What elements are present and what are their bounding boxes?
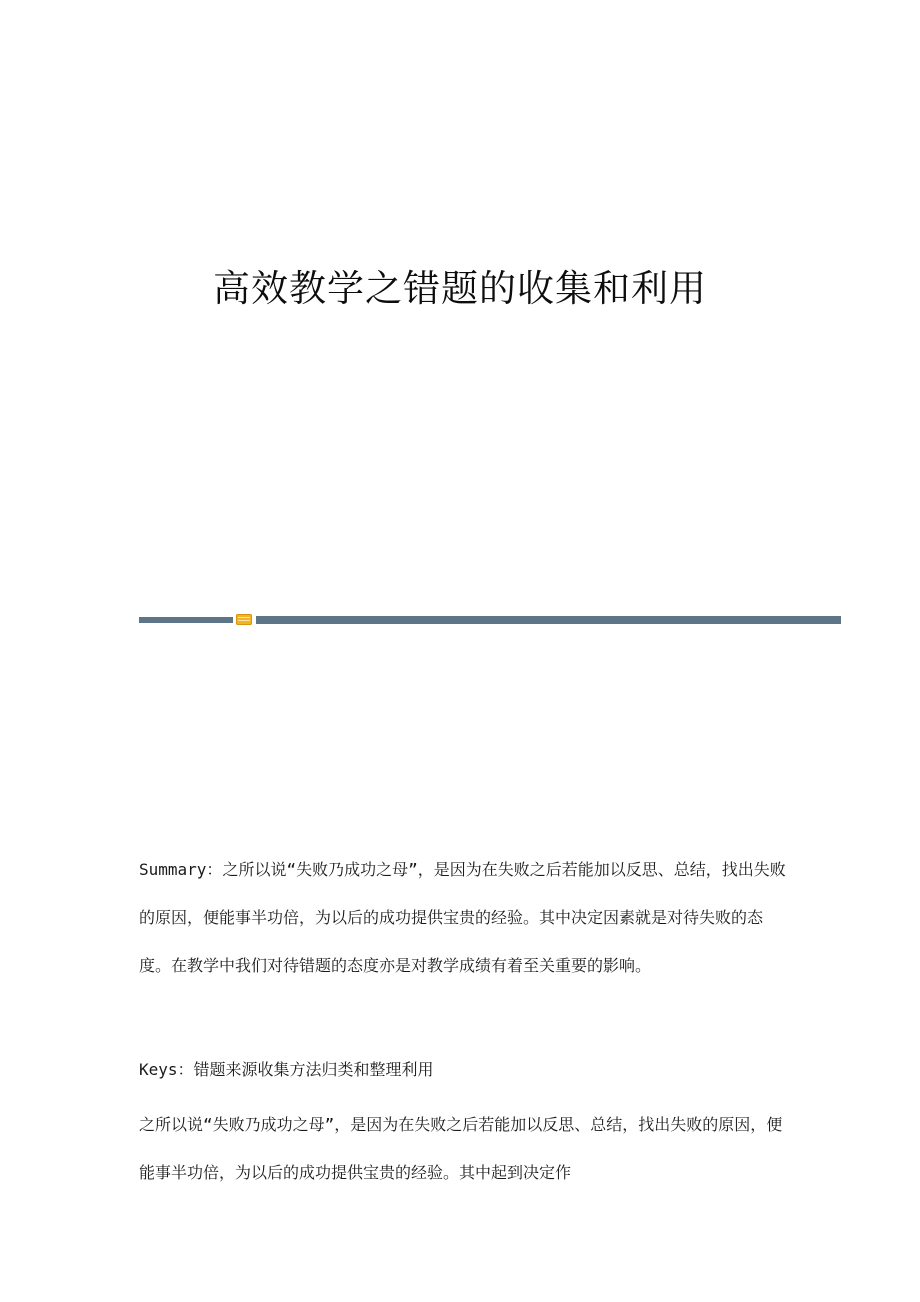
keys-text: 错题来源收集方法归类和整理利用: [193, 1060, 434, 1079]
divider-left-segment: [139, 617, 233, 623]
summary-text: 之所以说“失败乃成功之母”，是因为在失败之后若能加以反思、总结，找出失败的原因，便能事半功倍，为以后的成功提供宝贵的经验。其中决定因素就是对待失败的态度。在教学中我们对待错题的态度亦是对教学成绩有着至关重要的影响。: [139, 860, 786, 975]
divider-ornament-icon: [236, 614, 252, 625]
document-title: 高效教学之错题的收集和利用: [213, 267, 707, 310]
divider-right-segment: [256, 616, 841, 624]
summary-label: Summary：: [139, 860, 223, 879]
keys-paragraph: [139, 1046, 789, 1094]
intro-paragraph: 之所以说“失败乃成功之母”，是因为在失败之后若能加以反思、总结，找出失败的原因，便能事半功倍，为以后的成功提供宝贵的经验。其中起到决定作: [139, 1115, 783, 1182]
summary-paragraph: [139, 846, 789, 990]
keys-label: Keys：: [139, 1060, 194, 1079]
title-divider: [139, 612, 841, 626]
